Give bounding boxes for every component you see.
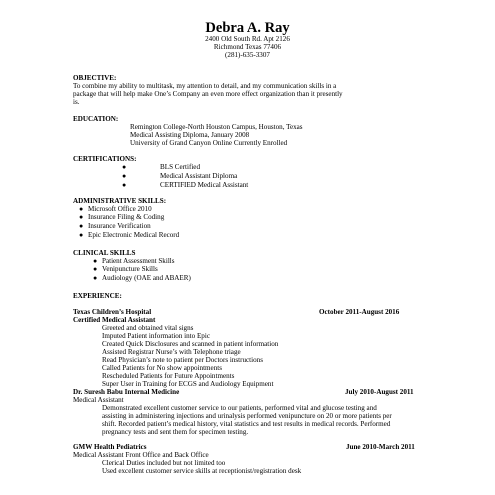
certifications-heading: CERTIFICATIONS: <box>73 155 137 163</box>
job-role: Medical Assistant <box>73 396 124 404</box>
admin-skills-heading: ADMINISTRATIVE SKILLS: <box>73 197 167 205</box>
job-dates: July 2010-August 2011 <box>345 388 414 396</box>
address-line-2: Richmond Texas 77406 <box>213 43 282 51</box>
bullet-icon: ● <box>122 163 127 171</box>
objective-heading: OBJECTIVE: <box>73 74 117 82</box>
job-employer: Texas Children’s Hospital <box>73 308 152 316</box>
job-duty: Assisted Registrar Nurse’s with Telephone triage <box>102 348 241 356</box>
address-line-1: 2400 Old South Rd. Apt 2126 <box>205 35 290 43</box>
job-duty: Clerical Duties included but not limited too <box>102 459 226 467</box>
job-duty: Super User in Training for ECGS and Audiology Equipment <box>102 380 274 388</box>
certification-item: BLS Certified <box>160 163 200 171</box>
clinical-skill-item: Venipuncture Skills <box>102 265 158 273</box>
job-employer: GMW Health Pediatrics <box>73 443 147 451</box>
job-role: Certified Medical Assistant <box>73 316 156 324</box>
job-duty: Greeted and obtained vital signs <box>102 324 194 332</box>
education-item: Remington College-North Houston Campus, Houston, Texas <box>130 123 303 131</box>
admin-skill-item: Microsoft Office 2010 <box>88 205 152 213</box>
job-employer: Dr. Suresh Babu Internal Medicine <box>73 388 180 396</box>
education-item: University of Grand Canyon Online Currently Enrolled <box>130 139 288 147</box>
admin-skill-item: Epic Electronic Medical Record <box>88 231 180 239</box>
certification-item: Medical Assistant Diploma <box>160 172 238 180</box>
education-item: Medical Assisting Diploma, January 2008 <box>130 131 250 139</box>
admin-skill-item: Insurance Verification <box>88 222 151 230</box>
job-duty: Created Quick Disclosures and scanned in patient information <box>102 340 279 348</box>
clinical-skills-heading: CLINICAL SKILLS <box>73 249 136 257</box>
bullet-icon: ● <box>122 172 127 180</box>
job-role: Medical Assistant Front Office and Back Office <box>73 451 209 459</box>
resume-name: Debra A. Ray <box>205 20 290 36</box>
bullet-icon: ● <box>93 257 98 265</box>
objective-line-1: To combine my ability to multitask, my attention to detail, and my communication skills in a <box>73 82 337 90</box>
job-duty: Read Physician’s note to patient per Doctors instructions <box>102 356 263 364</box>
job-description-line: assisting in administering injections and urinalysis performed venipuncture on 20 or more patients per <box>102 412 392 420</box>
bullet-icon: ● <box>79 222 84 230</box>
job-duty: Rescheduled Patients for Future Appointments <box>102 372 235 380</box>
bullet-icon: ● <box>79 231 84 239</box>
bullet-icon: ● <box>93 265 98 273</box>
admin-skill-item: Insurance Filing & Coding <box>88 213 165 221</box>
job-duty: Called Patients for No show appointments <box>102 364 222 372</box>
bullet-icon: ● <box>93 274 98 282</box>
phone-number: (281)-635-3307 <box>225 51 270 59</box>
job-description-line: pregnancy tests and sent them for specimen testing. <box>102 428 249 436</box>
job-dates: June 2010-March 2011 <box>346 443 415 451</box>
job-description-line: shift. Recorded patient’s medical history, vital statistics and test results in medical records. Performed <box>102 420 391 428</box>
job-description-line: Demonstrated excellent customer service to our patients, performed vital and glucose testing and <box>102 404 377 412</box>
job-duty: Used excellent customer service skills at receptionist/registration desk <box>102 467 302 475</box>
objective-line-3: is. <box>73 98 80 106</box>
job-dates: October 2011-August 2016 <box>319 308 400 316</box>
bullet-icon: ● <box>79 205 84 213</box>
clinical-skill-item: Audiology (OAE and ABAER) <box>102 274 191 282</box>
job-duty: Imputed Patient information into Epic <box>102 332 210 340</box>
bullet-icon: ● <box>79 213 84 221</box>
clinical-skill-item: Patient Assessment Skills <box>102 257 175 265</box>
education-heading: EDUCATION: <box>73 115 119 123</box>
objective-line-2: package that will help make One’s Company an even more effect organization than it presently <box>73 90 343 98</box>
experience-heading: EXPERIENCE: <box>73 292 122 300</box>
certification-item: CERTIFIED Medical Assistant <box>160 181 249 189</box>
bullet-icon: ● <box>122 181 127 189</box>
